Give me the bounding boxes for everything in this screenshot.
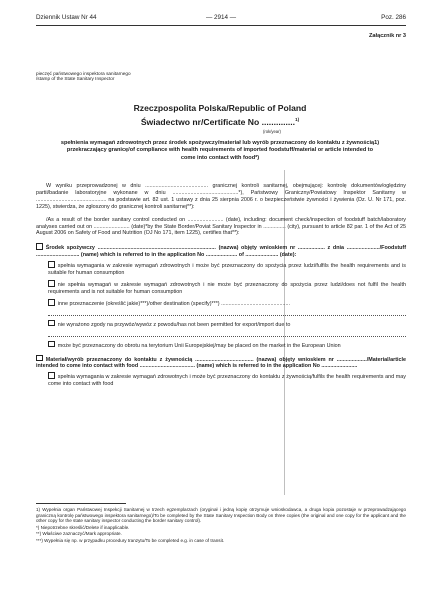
option-not-fulfil: nie spełnia wymagań w zakresie wymagań zdrowotnych i nie może być przeznaczony do spożycia przez ludzi/does not fulfil the health requirements and is not suitable for human consumption [48,281,406,295]
annex-label: Załącznik nr 3 [369,33,406,39]
material-fulfils-checkbox[interactable] [48,372,55,379]
paragraph-polish: W wyniku przeprowadzonej w dniu .......................................... granicznej kontroli sanitarnej, obejmującej: kontrolę dokumentów/oględziny partii/badanie laboratoryjne wykonane w dniu ............................................*), Państwowy Graniczny/Powiatowy Inspektor Sanitarny w ............................................... na podstawie art. 82 ust. 1 ustawy z dnia 25 sierpnia 2006 r. o bezpieczeństwie żywności i żywienia (Dz. U. Nr 171, poz. 1225), stwierdza, że zgłoszony do granicznej kontroli sanitarnej**): [36,183,406,210]
option-eu-market-checkbox[interactable] [48,341,55,348]
material-checkbox[interactable] [36,355,43,362]
footnote-rule [36,503,126,504]
material-heading: Materiał/wyrób przeznaczony do kontaktu z żywnością ....................................... (nazwa) objęty wnioskiem nr ..................../Material/article intended to come into contact with food ..................................... (name) which is referred to in the application No ........................ [36,356,406,370]
certificate-number-line [0,117,440,128]
page-number: — 2914 — [205,14,237,21]
document-body [36,183,406,393]
footnote-1: 1) Wypełnia organ Państwowej Inspekcji Sanitarnej w trzech egzemplarzach (oryginał i jedną kopię otrzymuje wnioskodawca, a druga kopia pozostaje w przeprowadzającego graniczną kontrolę państwowego inspektora sanitarnego)/To be completed by the State Sanitary Inspection Body on three copies (the original and one copy for the applicant and the other copy for the state sanitary inspector conducting the border sanitary control). [36,507,406,524]
option-fulfils-checkbox[interactable] [48,261,55,268]
option-other: inne przeznaczenie (określić jakie)***)/other destination (specify)***) .............................................. [57,300,290,307]
footnote-ref: 1) [295,117,300,123]
position-number: Poz. 286 [381,14,406,21]
foodstuff-checkbox[interactable] [36,243,43,250]
footnote-2: *) Niepotrzebne skreślić/Delete if inapplicable. [36,524,130,530]
year-label: (rok/year) [263,129,281,134]
option-not-permitted: nie wyrażono zgody na przywóz/wywóz z powodu/has not been permitted for export/import due to [57,321,291,328]
stamp-placeholder [36,71,131,82]
option-other-checkbox[interactable] [48,299,55,306]
stamp-label-pl: pieczęć państwowego inspektora sanitarnego [36,71,131,76]
stamp-label-en: /stamp of the State Sanitary Inspector [36,76,115,82]
section-material [36,355,406,389]
footnotes [36,503,406,545]
option-eu-market: może być przeznaczony do obrotu na terytorium Unii Europejskiej/may be placed on the market in the European Union [57,342,341,349]
footnote-4: ***) Wypełnia się np. w przypadku procedury tranzytu/To be completed e.g. in case of transit. [36,537,225,543]
paragraph-english: /As a result of the border sanitary control conducted on ........................ (date), including: document check/inspection of foodstuff batch/laboratory analyses carried out on ........................ (date)*by the State Border/Poviat Sanitary Inspector in ............... (city), pursuant to article 82 par. 1 of the Act of 25 August 2006 on Safety of Food and Nutrition (OJ No 171, item 1225), certifies that**): [36,216,406,237]
section-foodstuff [36,243,406,349]
option-fulfils: spełnia wymagania w zakresie wymagań zdrowotnych i może być przeznaczony do spożycia przez ludzi/fulfils the health requirements and is suitable for human consumption [48,263,406,277]
document-subtitle: spełnienia wymagań zdrowotnych przez środek spożywczy/materiał lub wyrób przeznaczony do kontaktu z żywnością1) przekraczający granicę/of compliance with health requirements of imported foodstuff/material or article intended to come into contact with food*) [60,140,380,161]
footnote-3: **) Właściwe zaznaczyć/Mark appropriate. [36,531,122,537]
fill-in-line[interactable] [48,311,406,316]
option-not-permitted-checkbox[interactable] [48,320,55,327]
document-title: Rzeczpospolita Polska/Republic of Poland [133,103,307,113]
fill-in-line[interactable] [48,332,406,337]
material-fulfils: spełnia wymagania w zakresie wymagań zdrowotnych i może być przeznaczony do kontaktu z żywnością/fulfils the health requirements and may come into contact with food [48,374,406,388]
certificate-number: Świadectwo nr/Certificate No .............. [140,117,296,127]
journal-title: Dziennik Ustaw Nr 44 [36,14,97,21]
header-rule [36,25,406,26]
page-header [36,14,406,24]
option-not-fulfil-checkbox[interactable] [48,280,55,287]
foodstuff-heading: Środek spożywczy ............................................................................... (nazwa) objęty wnioskiem nr .................. z dnia ....................../Foodstuff ............................. (name) which is referred to in the application No ..................... of ...................... (date): [36,245,406,259]
